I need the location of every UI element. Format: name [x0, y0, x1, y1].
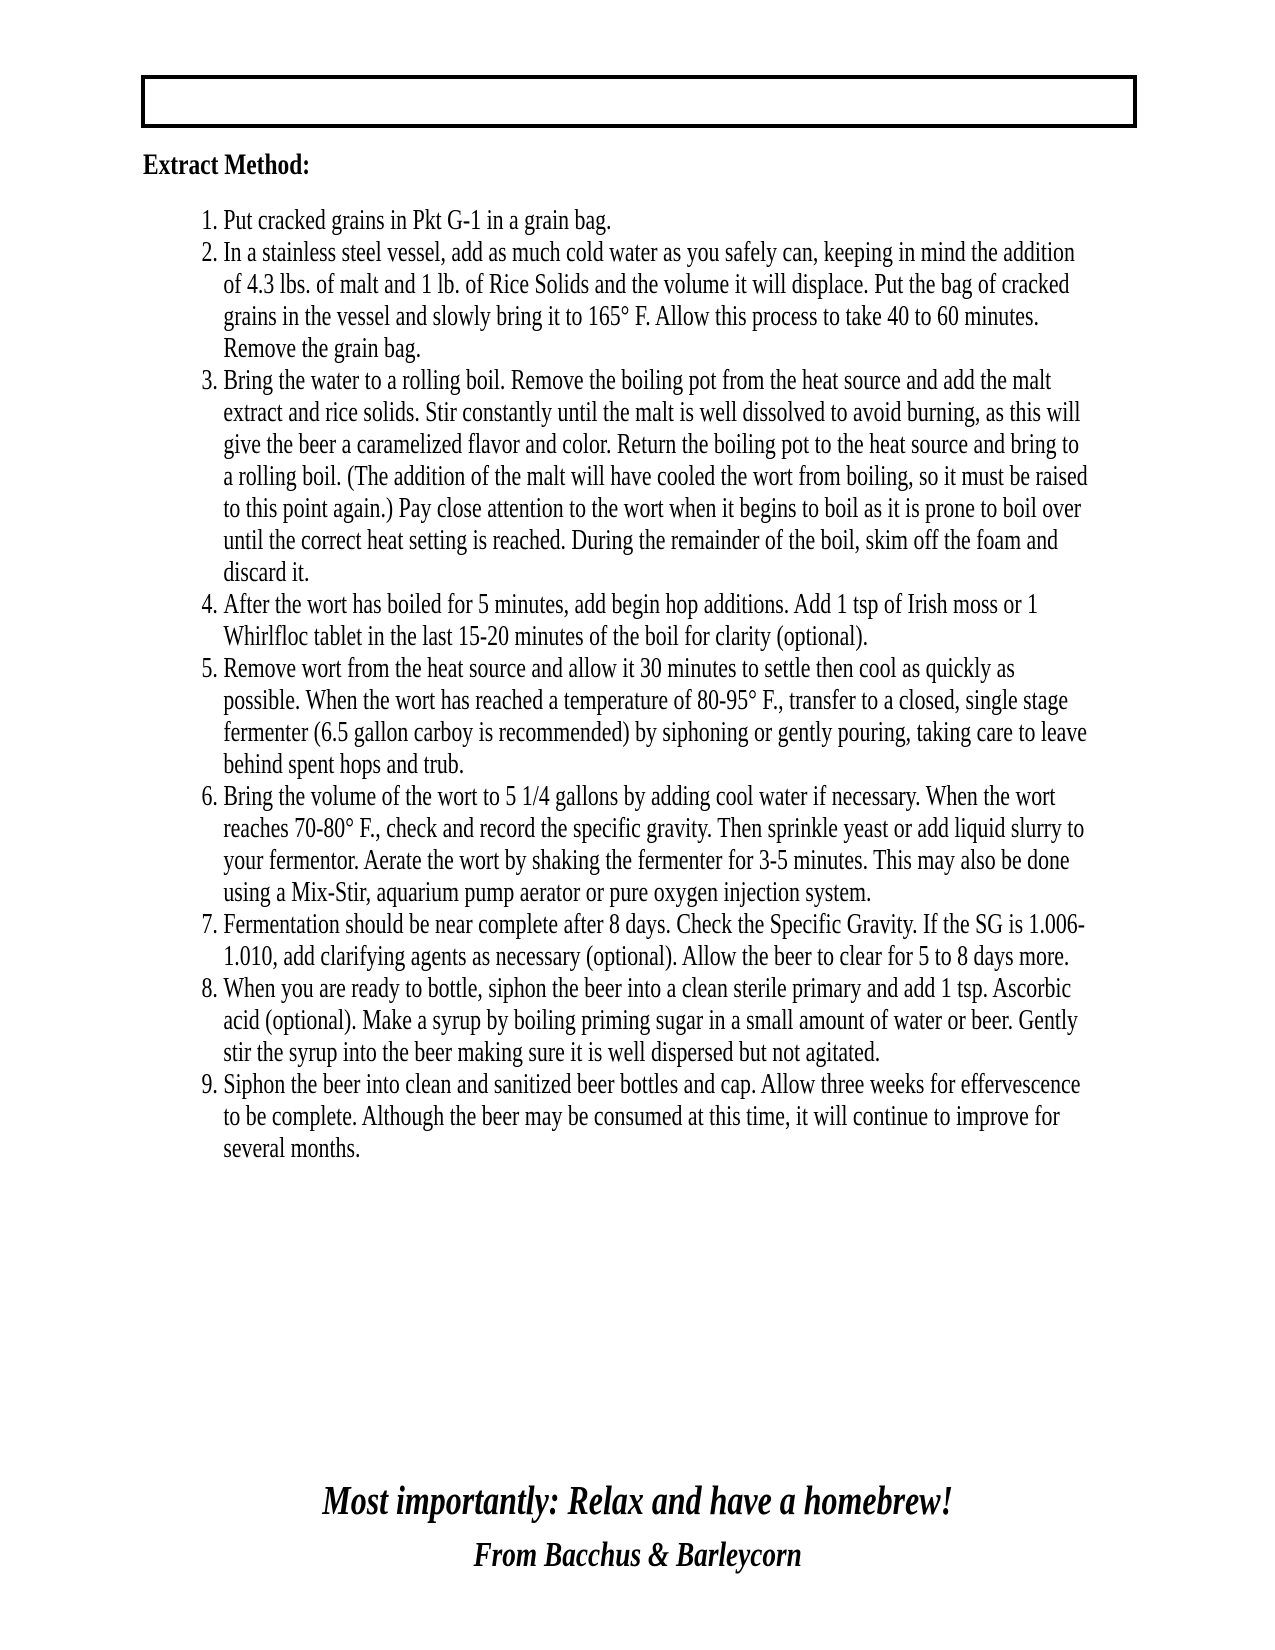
step-item-1: 1. Put cracked grains in Pkt G-1 in a grain bag.	[223, 205, 1091, 237]
section-heading: Extract Method:	[143, 148, 311, 181]
empty-title-box	[141, 75, 1137, 128]
footer-tagline: Most importantly: Relax and have a homebrew!	[322, 1477, 954, 1523]
steps-list	[143, 205, 1091, 1165]
footer-attribution: From Bacchus & Barleycorn	[473, 1535, 802, 1574]
step-item-6: 6. Bring the volume of the wort to 5 1/4 gallons by adding cool water if necessary. When the wort reaches 70-80° F., check and record the specific gravity. Then sprinkle yeast or add liquid slurry to your fermentor. Aerate the wort by shaking the fermenter for 3-5 minutes. This may also be done using a Mix-Stir, aquarium pump aerator or pure oxygen injection system.	[223, 781, 1091, 909]
step-item-2: 2. In a stainless steel vessel, add as much cold water as you safely can, keeping in mind the addition of 4.3 lbs. of malt and 1 lb. of Rice Solids and the volume it will displace. Put the bag of cracked grains in the vessel and slowly bring it to 165° F. Allow this process to take 40 to 60 minutes. Remove the grain bag.	[223, 237, 1091, 365]
step-item-3: 3. Bring the water to a rolling boil. Remove the boiling pot from the heat source and add the malt extract and rice solids. Stir constantly until the malt is well dissolved to avoid burning, as this will give the beer a caramelized flavor and color. Return the boiling pot to the heat source and bring to a rolling boil. (The addition of the malt will have cooled the wort from boiling, so it must be raised to this point again.) Pay close attention to the wort when it begins to boil as it is prone to boil over until the correct heat setting is reached. During the remainder of the boil, skim off the foam and discard it.	[223, 365, 1091, 589]
step-item-8: 8. When you are ready to bottle, siphon the beer into a clean sterile primary and add 1 tsp. Ascorbic acid (optional). Make a syrup by boiling priming sugar in a small amount of water or beer. Gently stir the syrup into the beer making sure it is well dispersed but not agitated.	[223, 973, 1091, 1069]
step-item-7: 7. Fermentation should be near complete after 8 days. Check the Specific Gravity. If the SG is 1.006-1.010, add clarifying agents as necessary (optional). Allow the beer to clear for 5 to 8 days more.	[223, 909, 1091, 973]
step-item-5: 5. Remove wort from the heat source and allow it 30 minutes to settle then cool as quickly as possible. When the wort has reached a temperature of 80-95° F., transfer to a closed, single stage fermenter (6.5 gallon carboy is recommended) by siphoning or gently pouring, taking care to leave behind spent hops and trub.	[223, 653, 1091, 781]
step-item-9: 9. Siphon the beer into clean and sanitized beer bottles and cap. Allow three weeks for effervescence to be complete. Although the beer may be consumed at this time, it will continue to improve for several months.	[223, 1069, 1091, 1165]
step-item-4: 4. After the wort has boiled for 5 minutes, add begin hop additions. Add 1 tsp of Irish moss or 1 Whirlfloc tablet in the last 15-20 minutes of the boil for clarity (optional).	[223, 589, 1091, 653]
